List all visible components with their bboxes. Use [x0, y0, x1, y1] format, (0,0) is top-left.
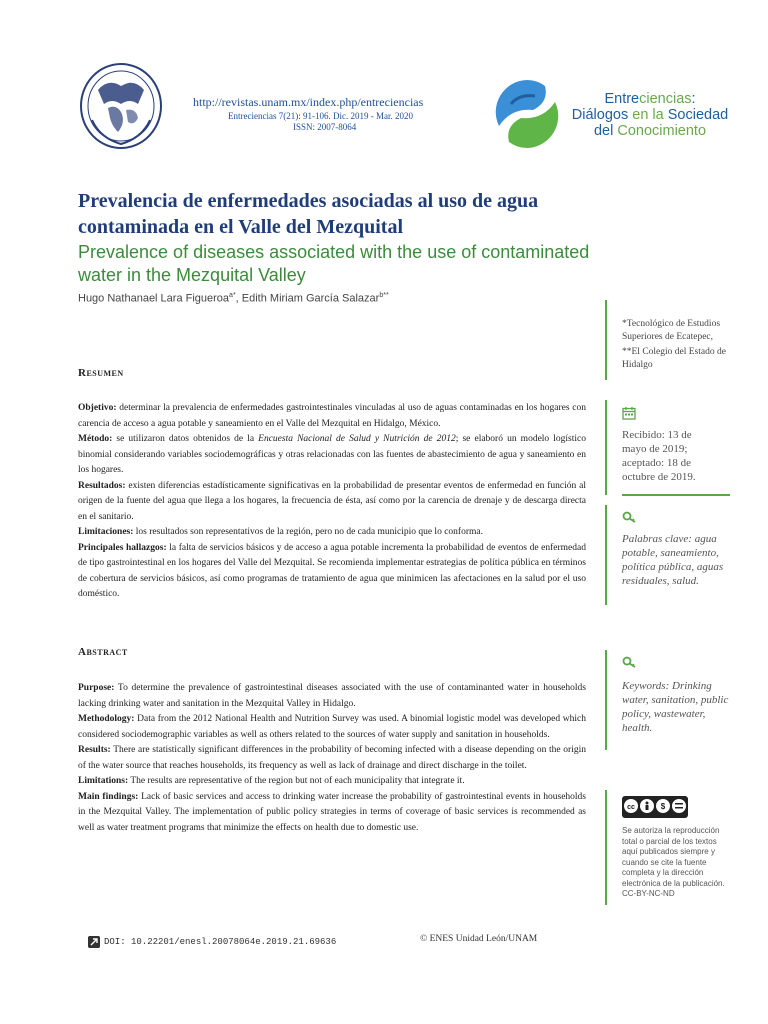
- article-title-english: Prevalence of diseases associated with the use of contaminated water in the Mezquital Valley: [78, 242, 590, 285]
- sidebar-divider: [605, 650, 607, 750]
- entreciencias-logo: [489, 74, 565, 154]
- keywords-english: Keywords: Drinking water, sanitation, public policy, wastewater, health.: [622, 680, 729, 734]
- keywords-spanish: Palabras clave: agua potable, saneamiento, política pública, aguas residuales, salud.: [622, 533, 724, 587]
- sidebar-divider: [605, 505, 607, 605]
- author-list: Hugo Nathanael Lara Figueroa$^{a*}$, Edith Miriam García Salazar$^{b**}$: [78, 292, 389, 305]
- creative-commons-license-icon: [622, 796, 688, 818]
- svg-text:cc: cc: [627, 804, 635, 811]
- sidebar-divider: [605, 790, 607, 905]
- resumen-heading: Resumen: [78, 367, 124, 379]
- license-notice: Se autoriza la reproducción total o parcial de los textos aquí publicados siempre y cuando se cite la fuente completa y la dirección electrónica de la publicación. CC-BY-NC-ND: [622, 826, 725, 898]
- article-title-spanish: Prevalencia de enfermedades asociadas al uso de agua contaminada en el Valle del Mezquital: [78, 190, 539, 238]
- key-icon: [622, 510, 636, 524]
- abstract-heading: Abstract: [78, 646, 128, 658]
- doi-link[interactable]: DOI: 10.22201/enesl.20078064e.2019.21.69636: [104, 937, 337, 947]
- external-link-icon: [88, 936, 100, 948]
- sidebar-divider: [605, 400, 607, 495]
- sidebar-divider: [605, 300, 607, 380]
- svg-text:$: $: [660, 802, 666, 811]
- unam-seal-logo: [78, 60, 164, 150]
- journal-citation: Entreciencias 7(21): 91-106. Dic. 2019 - Mar. 2020: [228, 111, 413, 121]
- affiliation-2: **El Colegio del Estado de Hidalgo: [622, 347, 726, 370]
- key-icon: [622, 655, 636, 669]
- journal-url-link[interactable]: http://revistas.unam.mx/index.php/entreciencias: [193, 95, 424, 109]
- copyright-notice: © ENES Unidad León/UNAM: [420, 934, 538, 944]
- received-dates: Recibido: 13 de mayo de 2019; aceptado: 18 de octubre de 2019.: [622, 429, 696, 483]
- journal-issn: ISSN: 2007-8064: [293, 122, 357, 132]
- journal-name: Entreciencias: Diálogos en la Sociedad del Conocimiento: [571, 91, 729, 139]
- sidebar-rule: [622, 494, 730, 496]
- calendar-icon: [622, 406, 636, 420]
- abstract-body: Purpose: To determine the prevalence of gastrointestinal diseases associated with the use of contaminanted water in households lacking drinking water and sanitation in the Mezquital Valley in Hidalgo. Methodology: Data from the 2012 National Health and Nutrition Survey was used. A binomial logistic model was developed which considered sociodemographic variables as well as others related to the sources of water supply and sanitation in households. Results: There are statistically significant differences in the probability of becoming infected with a disease depending on the origin of the water source that reaches households, its frequency as well as lack of drainage and direct discharge in the toilet. Limitations: The results are representative of the region but not of each municipality that integrate it. Main findings: Lack of basic services and access to drinking water increase the probability of gastrointestinal events in households in the Mezquital Valley. The implementation of public policy strategies in terms of coverage of basic services is recommended as well as water treatment programs that minimize the effects on health due to domestic use.: [78, 683, 586, 833]
- resumen-body: Objetivo: determinar la prevalencia de enfermedades gastrointestinales vinculadas al uso de aguas contaminadas en los hogares con carencia de acceso a agua potable y saneamiento en el Valle del Mezquital en Hidalgo, México. Método: se utilizaron datos obtenidos de la Encuesta Nacional de Salud y Nutrición de 2012; se elaboró un modelo logístico binomial considerando variables sociodemográficas y otras relacionadas con las fuentes de abastecimiento de agua y saneamiento en los hogares. Resultados: existen diferencias estadísticamente significativas en la probabilidad de presentar eventos de enfermedad en función al origen de la fuente del agua que llega a los hogares, la frecuencia de ésta, así como por la carencia de drenaje y de descarga directa en el sanitario. Limitaciones: los resultados son representativos de la región, pero no de cada municipio que lo conforma. Principales hallazgos: la falta de servicios básicos y de acceso a agua potable incrementa la probabilidad de eventos de enfermedad de tipo gastrointestinal en los hogares del Valle del Mezquital. Se recomienda implementar estrategias de política pública en términos de cobertura de servicios básicos, así como programas de tratamiento de agua que minimicen las afectaciones en la salud por el uso doméstico.: [78, 403, 586, 599]
- affiliation-1: *Tecnológico de Estudios Superiores de Ecatepec,: [622, 319, 721, 342]
